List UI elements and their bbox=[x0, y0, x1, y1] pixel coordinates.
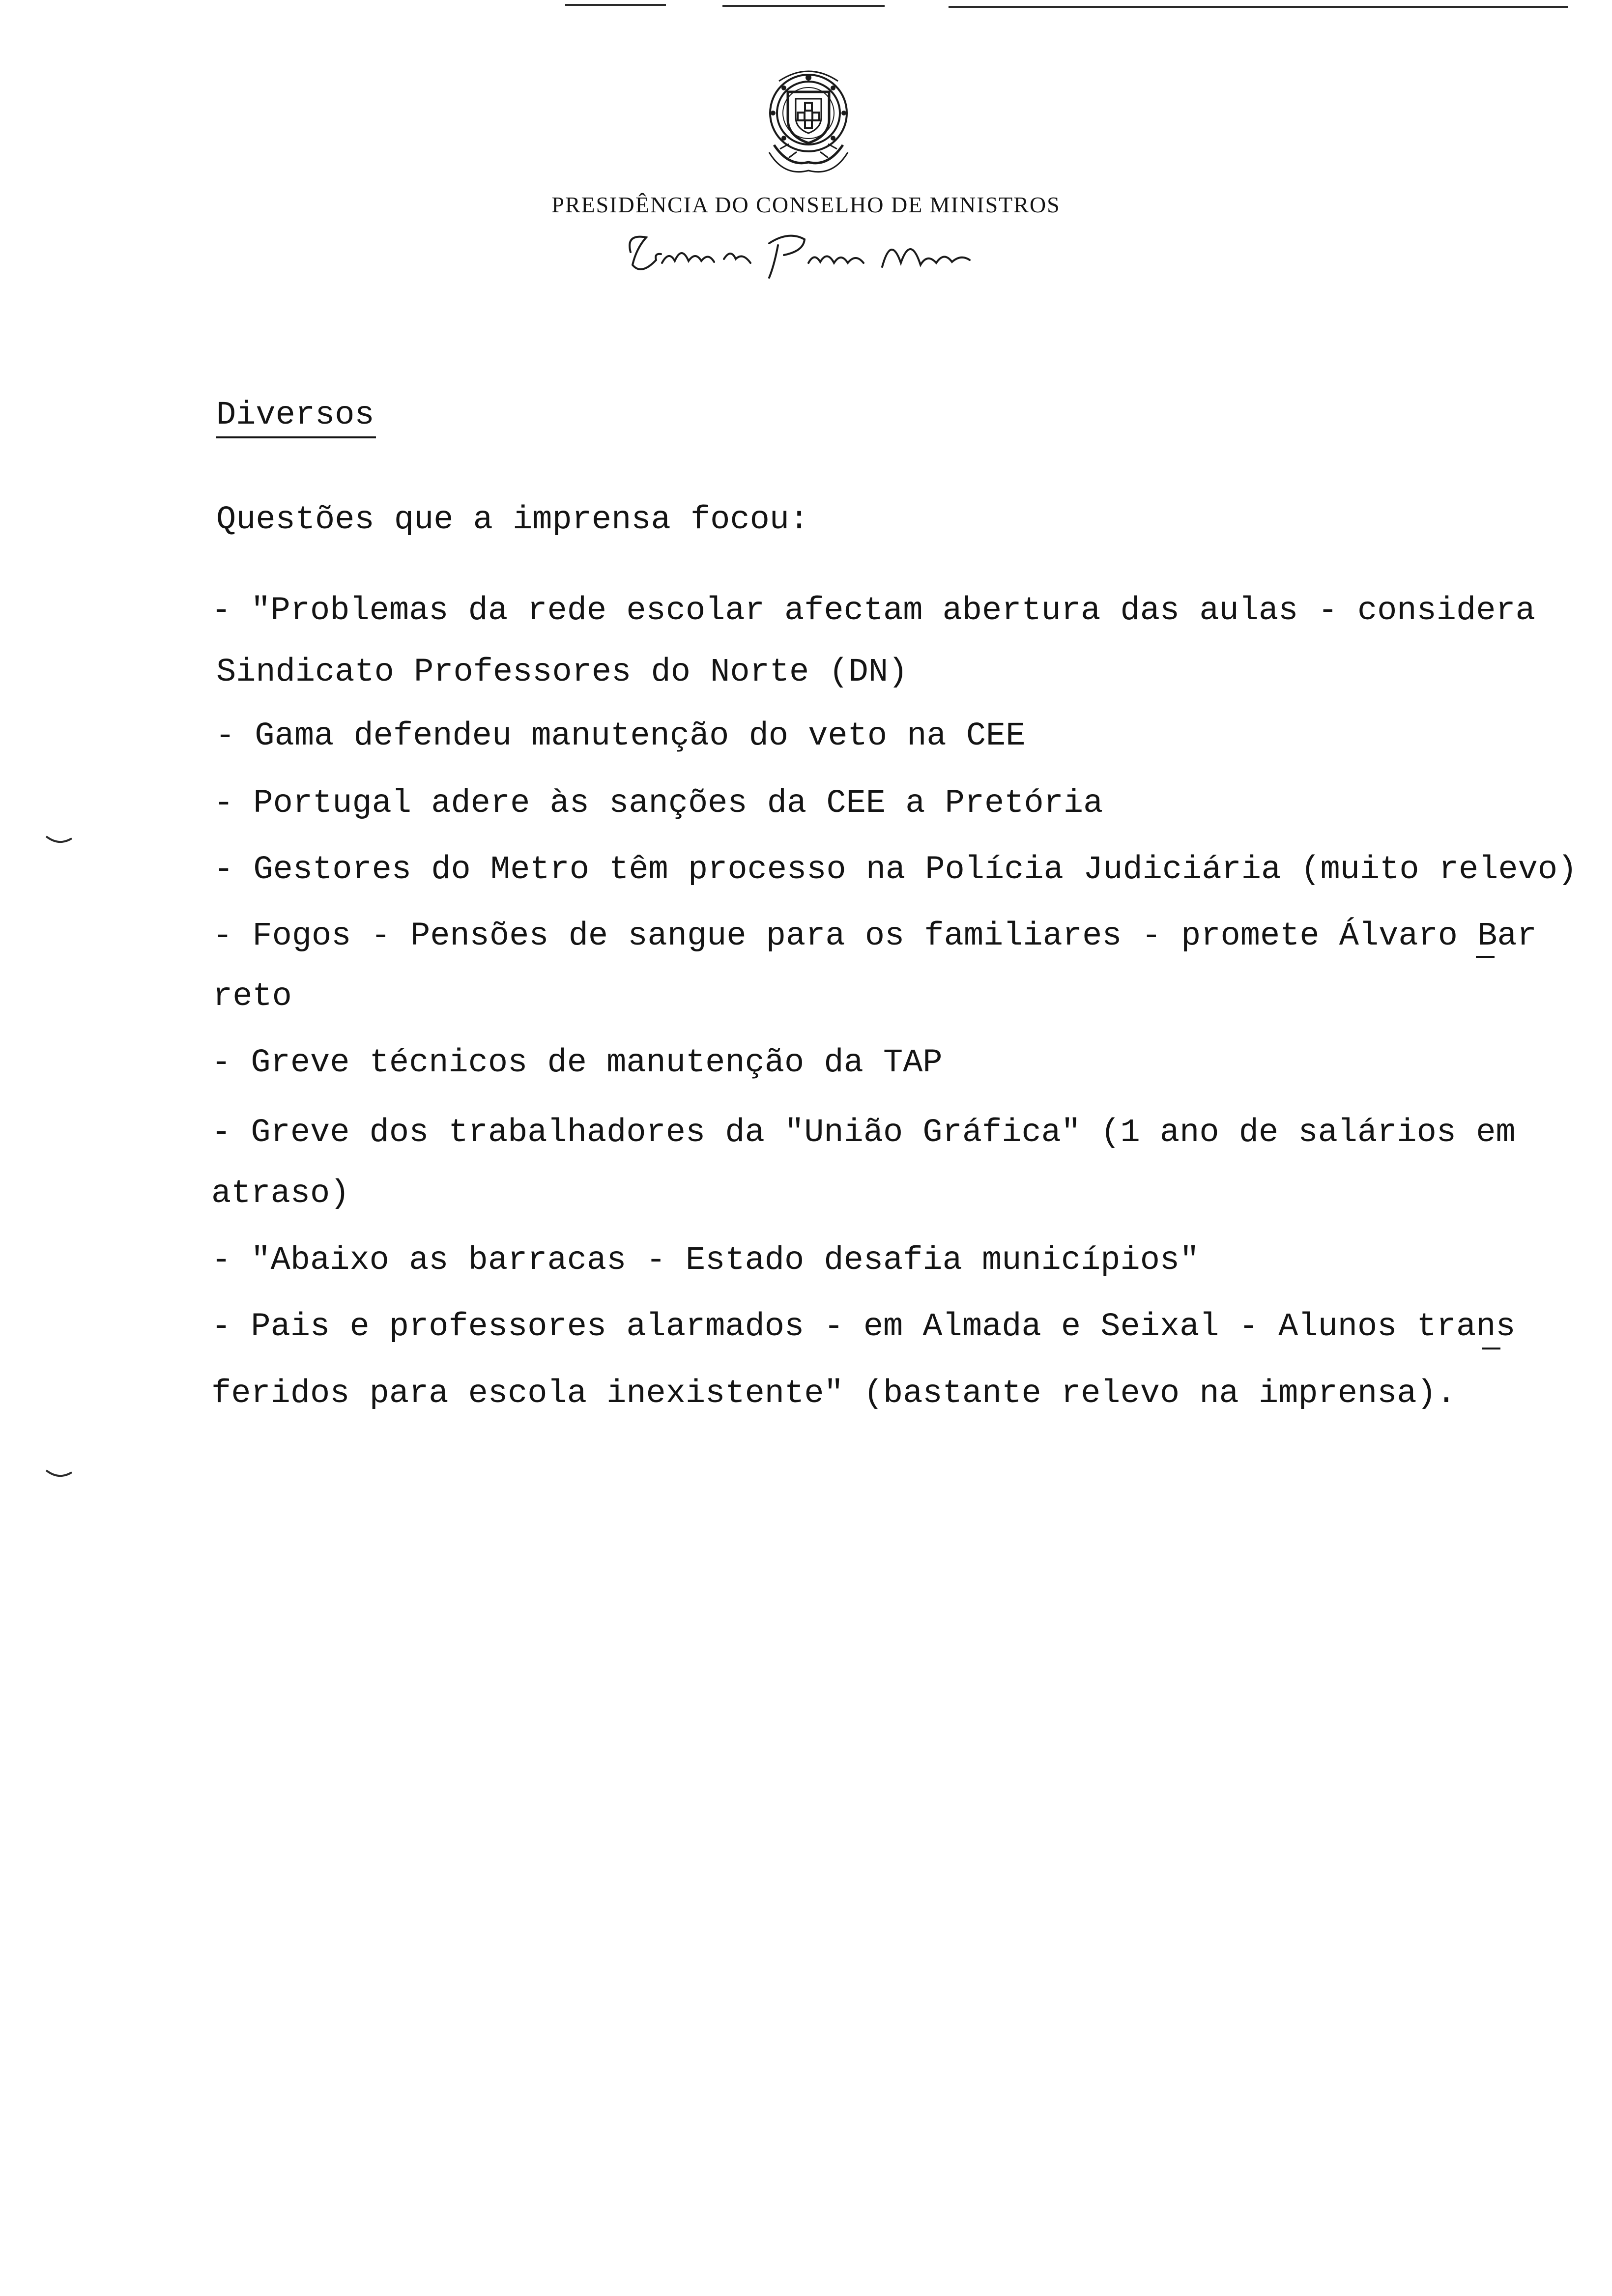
item-line: atraso) bbox=[211, 1175, 350, 1212]
scan-artifact-line bbox=[722, 5, 885, 7]
item-line: - "Problemas da rede escolar afectam abertura das aulas - considera bbox=[211, 592, 1535, 630]
item-line: - Portugal adere às sanções da CEE a Pretória bbox=[214, 785, 1103, 822]
scan-artifact-line bbox=[949, 6, 1568, 8]
item-line: - "Abaixo as barracas - Estado desafia municípios" bbox=[211, 1242, 1200, 1279]
scan-artifact-line bbox=[565, 4, 666, 6]
item-line: Sindicato Professores do Norte (DN) bbox=[216, 654, 908, 691]
item-line: reto bbox=[213, 978, 292, 1015]
institution-name: PRESIDÊNCIA DO CONSELHO DE MINISTROS bbox=[551, 192, 1061, 217]
hyphenation-mark bbox=[1476, 956, 1495, 958]
binder-mark bbox=[44, 1468, 74, 1480]
section-title: Diversos bbox=[216, 397, 374, 434]
item-line: - Fogos - Pensões de sangue para os familiares - promete Álvaro Bar bbox=[213, 918, 1537, 955]
intro-line: Questões que a imprensa focou: bbox=[216, 501, 809, 539]
hyphenation-mark bbox=[1482, 1348, 1500, 1349]
cabinet-signature bbox=[622, 229, 976, 283]
title-underline bbox=[216, 436, 376, 438]
item-line: - Pais e professores alarmados - em Almada e Seixal - Alunos trans bbox=[211, 1308, 1516, 1346]
item-line: - Gama defendeu manutenção do veto na CEE bbox=[215, 718, 1026, 755]
binder-mark bbox=[44, 834, 74, 846]
item-line: - Gestores do Metro têm processo na Polícia Judiciária (muito relevo) bbox=[214, 851, 1578, 889]
item-line: - Greve dos trabalhadores da "União Gráfica" (1 ano de salários em bbox=[211, 1114, 1516, 1151]
item-line: feridos para escola inexistente" (bastante relevo na imprensa). bbox=[211, 1375, 1457, 1412]
item-line: - Greve técnicos de manutenção da TAP bbox=[211, 1044, 943, 1082]
coat-of-arms-icon bbox=[749, 61, 867, 184]
